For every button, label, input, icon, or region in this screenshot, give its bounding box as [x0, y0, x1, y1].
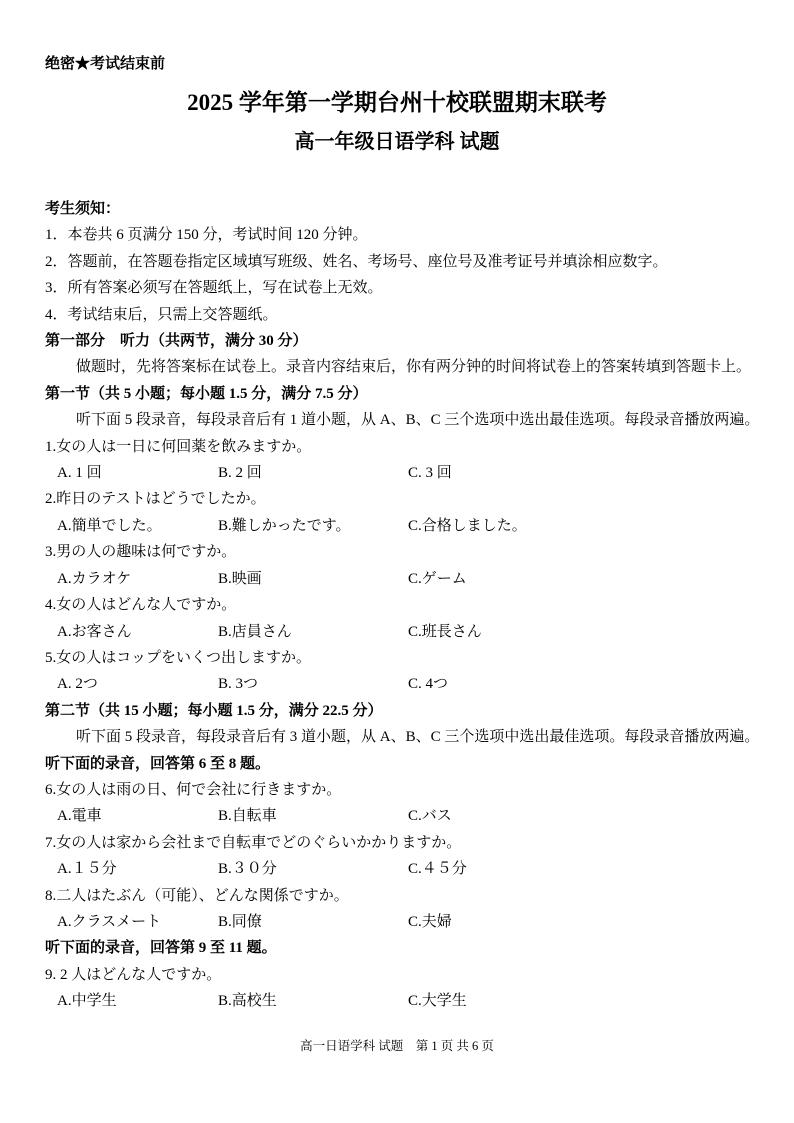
notice-item-3: 3．所有答案必须写在答题纸上，写在试卷上无效。: [45, 280, 383, 297]
question-9-option-c: C.大学生: [408, 993, 467, 1010]
page-footer: 高一日语学科 试题 第 1 页 共 6 页: [300, 1039, 494, 1053]
question-9-text: 9. 2 人はどんな人ですか。: [45, 966, 222, 983]
question-6-options: [45, 803, 757, 829]
section2-group2-heading: 听下面的录音，回答第 9 至 11 题。: [45, 940, 277, 957]
question-3-options: [45, 566, 757, 592]
question-1-options: [45, 460, 757, 486]
question-8-option-b: B.同僚: [218, 913, 262, 930]
question-8-option-c: C.夫婦: [408, 913, 452, 930]
question-7-text: 7.女の人は家から会社まで自転車でどのぐらいかかりますか。: [45, 834, 462, 851]
notice-heading: 考生须知：: [45, 201, 121, 217]
question-9-option-b: B.高校生: [218, 993, 277, 1010]
question-2-option-b: B.難しかったです。: [218, 517, 351, 534]
question-4-options: [45, 619, 757, 645]
section1-heading: 第一节（共 5 小题；每小题 1.5 分，满分 7.5 分）: [45, 385, 368, 402]
question-2-options: [45, 513, 757, 539]
question-1-option-c: C. 3 回: [408, 465, 452, 482]
notice-item-4: 4．考试结束后，只需上交答题纸。: [45, 306, 278, 323]
question-5-option-c: C. 4つ: [408, 676, 449, 693]
question-9-options: [45, 988, 757, 1014]
question-6-option-a: A.電車: [57, 808, 102, 825]
exam-subtitle: 高一年级日语学科 试题: [294, 131, 500, 153]
question-2-option-a: A.簡単でした。: [57, 517, 162, 534]
question-5-option-b: B. 3つ: [218, 676, 259, 693]
part1-heading: 第一部分 听力（共两节，满分 30 分）: [45, 333, 308, 350]
notice-item-1: 1．本卷共 6 页满分 150 分，考试时间 120 分钟。: [45, 227, 368, 244]
question-4-text: 4.女の人はどんな人ですか。: [45, 597, 237, 614]
question-2-text: 2.昨日のテストはどうでしたか。: [45, 491, 266, 508]
question-8-text: 8.二人はたぶん（可能）、どんな関係ですか。: [45, 887, 349, 904]
question-6-option-c: C.バス: [408, 808, 452, 825]
question-7-option-a: A.１５分: [57, 861, 117, 878]
exam-title: 2025 学年第一学期台州十校联盟期末联考: [187, 90, 607, 115]
question-8-options: [45, 909, 757, 935]
question-6-text: 6.女の人は雨の日、何で会社に行きますか。: [45, 781, 342, 798]
question-4-option-a: A.お客さん: [57, 623, 132, 640]
question-6-option-b: B.自転車: [218, 808, 277, 825]
question-1-option-b: B. 2 回: [218, 465, 262, 482]
question-2-option-c: C.合格しました。: [408, 517, 527, 534]
exam-body: [45, 196, 760, 1015]
question-3-option-c: C.ゲーム: [408, 570, 467, 587]
question-1-option-a: A. 1 回: [57, 465, 102, 482]
question-4-option-c: C.班長さん: [408, 623, 482, 640]
question-4-option-b: B.店員さん: [218, 623, 292, 640]
security-classification: 绝密★考试结束前: [45, 56, 166, 72]
question-7-option-b: B.３０分: [218, 861, 277, 878]
part1-intro: 做题时，先将答案标在试卷上。录音内容结束后，你有两分钟的时间将试卷上的答案转填到答题卡上。: [76, 359, 752, 376]
question-7-options: [45, 856, 757, 882]
question-3-option-a: A.カラオケ: [57, 570, 132, 587]
question-5-option-a: A. 2つ: [57, 676, 98, 693]
question-3-text: 3.男の人の趣味は何ですか。: [45, 544, 237, 561]
question-8-option-a: A.クラスメート: [57, 913, 162, 930]
question-5-options: [45, 671, 757, 697]
section2-instruction: 听下面 5 段录音，每段录音后有 3 道小题，从 A、B、C 三个选项中选出最佳选项。每段录音播放两遍。: [76, 729, 760, 746]
section2-group1-heading: 听下面的录音，回答第 6 至 8 题。: [45, 755, 271, 772]
question-5-text: 5.女の人はコップをいくつ出しますか。: [45, 649, 311, 666]
notice-item-2: 2．答题前，在答题卷指定区域填写班级、姓名、考场号、座位号及准考证号并填涂相应数字。: [45, 253, 668, 270]
question-3-option-b: B.映画: [218, 570, 262, 587]
section1-instruction: 听下面 5 段录音，每段录音后有 1 道小题，从 A、B、C 三个选项中选出最佳选项。每段录音播放两遍。: [76, 412, 760, 429]
section2-heading: 第二节（共 15 小题；每小题 1.5 分，满分 22.5 分）: [45, 702, 383, 719]
question-7-option-c: C.４５分: [408, 861, 467, 878]
question-9-option-a: A.中学生: [57, 993, 117, 1010]
question-1-text: 1.女の人は一日に何回薬を飲みますか。: [45, 438, 312, 455]
